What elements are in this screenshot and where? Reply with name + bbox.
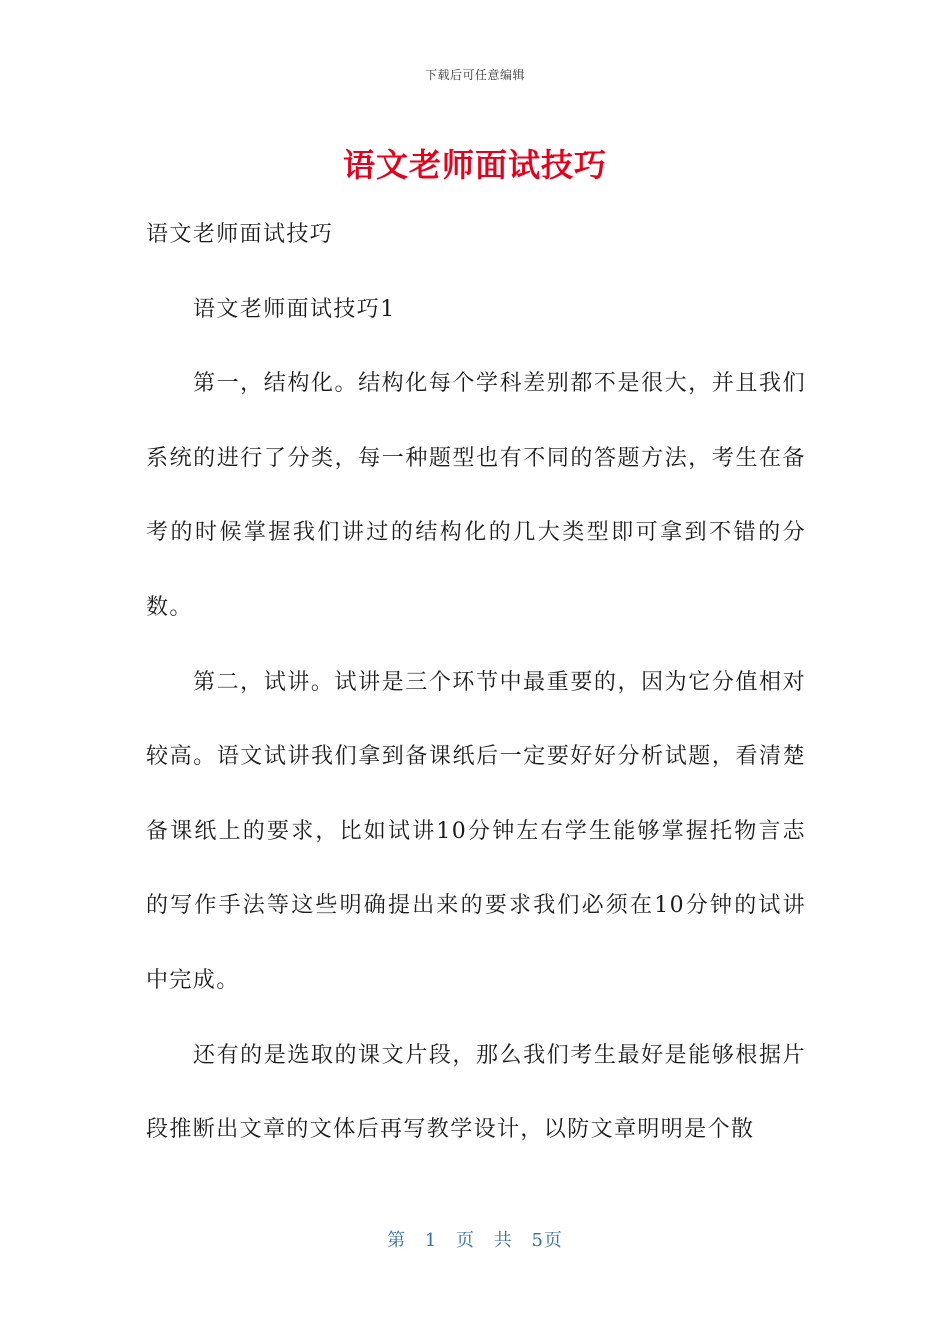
footer-total-pages: 5页: [531, 1230, 563, 1251]
footer-page-number: 1: [424, 1230, 438, 1251]
paragraph-text-excerpt: 还有的是选取的课文片段，那么我们考生最好是能够根据片段推断出文章的文体后再写教学设计，以防文章明明是个散: [146, 1042, 806, 1143]
section-heading: 语文老师面试技巧1: [193, 296, 396, 322]
paragraph-structured: 第一，结构化。结构化每个学科差别都不是很大，并且我们系统的进行了分类，每一种题型也有不同的答题方法，考生在备考的时候掌握我们讲过的结构化的几大类型即可拿到不错的分数。: [146, 371, 806, 620]
footer-page-unit: 页: [456, 1230, 475, 1251]
header-note: 下载后可任意编辑: [424, 68, 525, 82]
document-title: 语文老师面试技巧: [342, 146, 607, 184]
paragraph-trial-lecture: 第二，试讲。试讲是三个环节中最重要的，因为它分值相对较高。语文试讲我们拿到备课纸后一定要好好分析试题，看清楚备课纸上的要求，比如试讲10分钟左右学生能够掌握托物言志的写作手法等这些明确提出来的要求我们必须在10分钟的试讲中完成。: [146, 669, 806, 993]
footer-page-label: 第: [387, 1230, 407, 1251]
footer-total-label: 共: [493, 1230, 513, 1251]
document-body: [146, 198, 806, 1168]
document-subtitle: 语文老师面试技巧: [146, 222, 334, 247]
page-footer: [0, 1226, 950, 1252]
